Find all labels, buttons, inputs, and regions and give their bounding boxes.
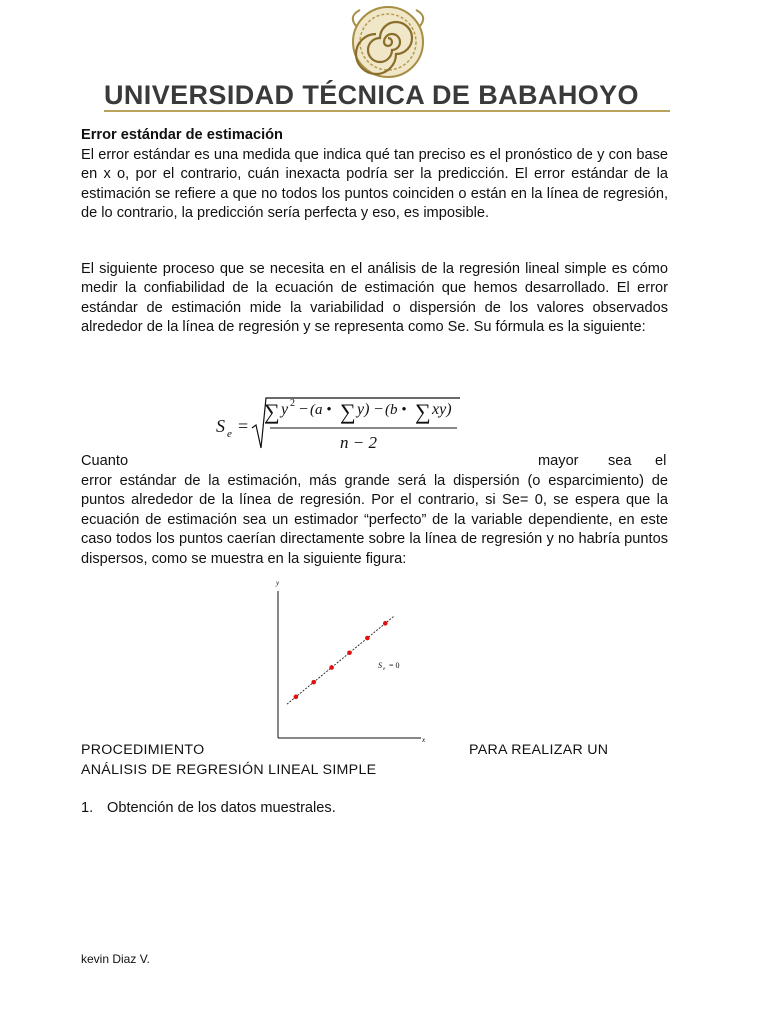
- x-axis-label: x: [422, 736, 426, 744]
- section-title: Error estándar de estimación: [81, 127, 283, 143]
- paragraph-3-word-4: el: [655, 453, 667, 469]
- step-1: [81, 800, 336, 816]
- step-1-text: Obtención de los datos muestrales.: [107, 800, 336, 816]
- regression-scatter-chart: [258, 576, 438, 746]
- formula-y: y: [281, 401, 289, 418]
- paragraph-2: El siguiente proceso que se necesita en el análisis de la regresión lineal simple es cómo medir la confiabilidad de la ecuación de estimación que hemos desarrollado. El error estándar de estimación mide la variabilidad o dispersión de los valores observados alrededor de la línea de regresión y se representa como Se. Su fórmula es la siguiente:: [81, 261, 668, 336]
- annotation-se-zero: [378, 661, 400, 672]
- annotation-main: S: [378, 661, 382, 670]
- formula-y-close: y): [357, 401, 370, 418]
- formula-paren-b: (b •: [385, 402, 407, 418]
- formula-sum-3: ∑: [415, 399, 431, 424]
- data-point-2: [311, 680, 316, 685]
- formula-square: 2: [290, 398, 295, 409]
- formula-equals: =: [238, 416, 249, 436]
- data-point-4: [347, 650, 352, 655]
- formula-lhs-sub: e: [227, 428, 232, 440]
- formula-paren-a: (a •: [310, 402, 332, 418]
- formula-xy: xy): [432, 401, 452, 418]
- procedure-right: PARA REALIZAR UN: [469, 742, 609, 758]
- footer-author: kevin Diaz V.: [81, 952, 150, 966]
- formula-lhs: S: [216, 416, 225, 436]
- data-point-5: [365, 636, 370, 641]
- formula-minus-2: −: [374, 401, 384, 418]
- data-point-3: [329, 665, 334, 670]
- annotation-sub: e: [383, 667, 386, 672]
- paragraph-3-word-2: mayor: [538, 453, 579, 469]
- step-1-number: 1.: [81, 800, 94, 816]
- formula-denominator: n − 2: [340, 433, 377, 452]
- formula-sum-2: ∑: [340, 399, 356, 424]
- data-point-6: [383, 621, 388, 626]
- formula-sum-1: ∑: [264, 399, 280, 424]
- header-rule: [104, 110, 670, 112]
- university-title: UNIVERSIDAD TÉCNICA DE BABAHOYO: [104, 80, 639, 110]
- formula-minus-1: −: [299, 401, 309, 418]
- procedure-line-2: ANÁLISIS DE REGRESIÓN LINEAL SIMPLE: [81, 762, 377, 778]
- paragraph-3-first-line: [81, 453, 668, 472]
- paragraph-3-word-1: Cuanto: [81, 453, 129, 469]
- university-seal: [338, 4, 438, 80]
- standard-error-formula: [214, 392, 464, 456]
- data-point-1: [294, 695, 299, 700]
- y-axis-label: y: [276, 579, 280, 587]
- paragraph-3-word-3: sea: [608, 453, 632, 469]
- paragraph-1: El error estándar es una medida que indica qué tan preciso es el pronóstico de y con base en x o, por el contrario, cuán inexacta podría ser la predicción. El error estándar de la estimación se refiere a que no todos los puntos coinciden o están en la línea de regresión, de lo contrario, la predicción sería perfecta y eso, es imposible.: [81, 147, 668, 222]
- procedure-left: PROCEDIMIENTO: [81, 742, 205, 758]
- annotation-tail: = 0: [389, 661, 400, 670]
- paragraph-3: error estándar de la estimación, más grande será la dispersión (o esparcimiento) de puntos alrededor de la línea de regresión. Por el contrario, si Se= 0, se espera que la ecuación de estimación sea un estimador “perfecto” de la variable dependiente, en este caso todos los puntos caerían directamente sobre la línea de regresión y no habría puntos dispersos, como se muestra en la siguiente figura:: [81, 473, 668, 567]
